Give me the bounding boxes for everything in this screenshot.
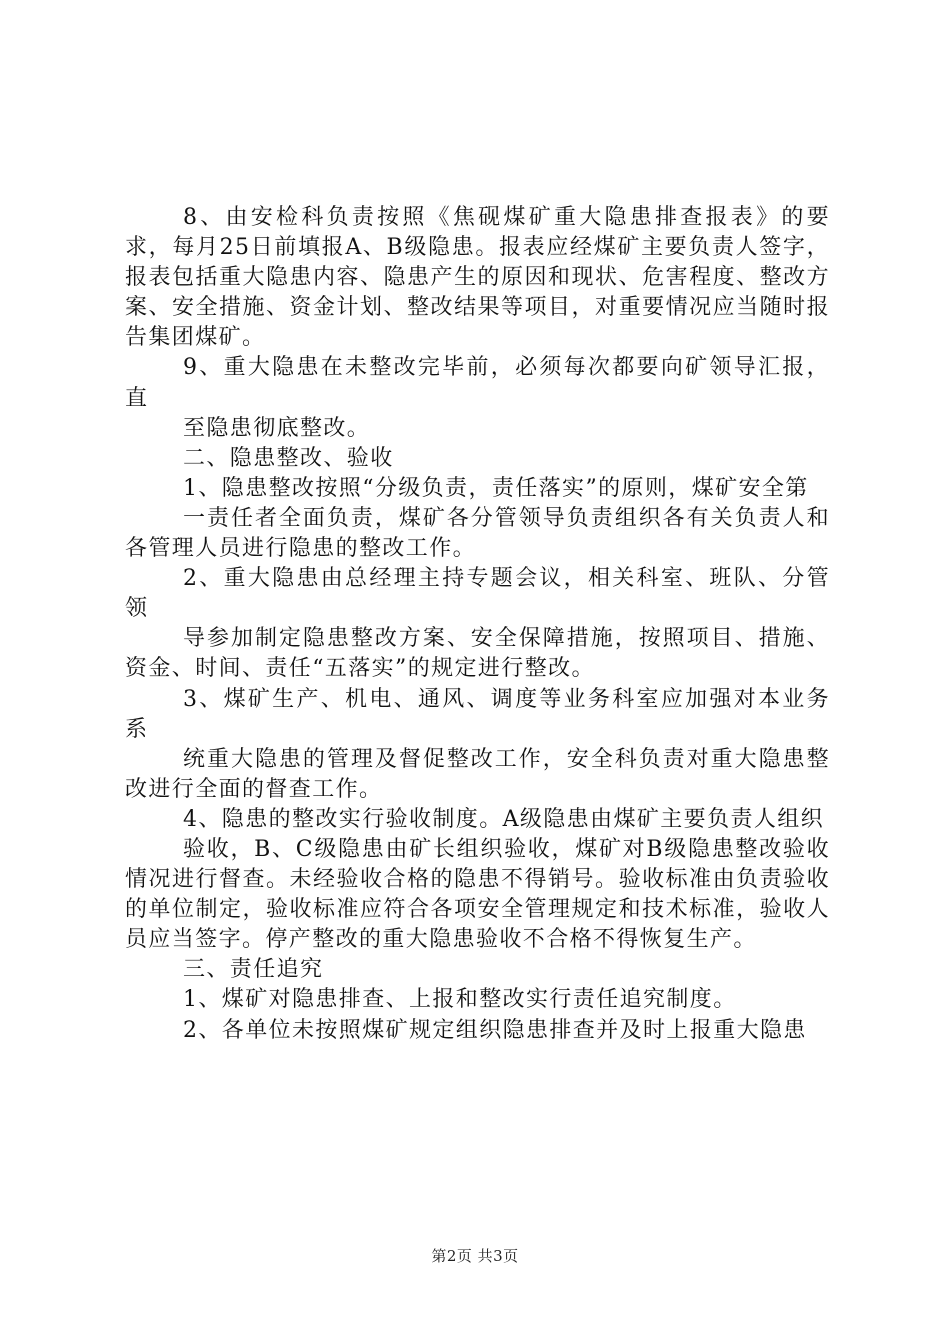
paragraph-3-2: 2、各单位未按照煤矿规定组织隐患排查并及时上报重大隐患 bbox=[183, 1017, 807, 1043]
paragraph-3-1: 1、煤矿对隐患排查、上报和整改实行责任追究制度。 bbox=[183, 987, 737, 1013]
paragraph-2-4-continued: 验收，B、C级隐患由矿长组织验收，煤矿对B级隐患整改验收情况进行督查。未经验收合格的隐患不得销号。验收标准由负责验收的单位制定，验收标准应符合各项安全管理规定和技术标准，验收人员应当签字。停产整改的重大隐患验收不合格不得恢复生产。 bbox=[125, 836, 830, 953]
paragraph-2-2-continued: 导参加制定隐患整改方案、安全保障措施，按照项目、措施、资金、时间、责任“五落实”的规定进行整改。 bbox=[125, 626, 830, 682]
document-body bbox=[125, 203, 830, 1046]
paragraph-8: 8、由安检科负责按照《焦砚煤矿重大隐患排查报表》的要求，每月25日前填报A、B级隐患。报表应经煤矿主要负责人签字，报表包括重大隐患内容、隐患产生的原因和现状、危害程度、整改方案、安全措施、资金计划、整改结果等项目，对重要情况应当随时报告集团煤矿。 bbox=[125, 205, 830, 351]
page-number-footer: 第2页 共3页 bbox=[431, 1247, 519, 1265]
paragraph-2-1: 1、隐患整改按照“分级负责，责任落实”的原则，煤矿安全第 bbox=[183, 475, 809, 501]
paragraph-9-continued: 至隐患彻底整改。 bbox=[183, 415, 371, 441]
paragraph-2-4: 4、隐患的整改实行验收制度。A级隐患由煤矿主要负责人组织 bbox=[183, 806, 825, 832]
paragraph-2-3: 3、煤矿生产、机电、通风、调度等业务科室应加强对本业务系 bbox=[125, 686, 830, 742]
paragraph-2-3-continued: 统重大隐患的管理及督促整改工作，安全科负责对重大隐患整改进行全面的督查工作。 bbox=[125, 746, 830, 802]
section-heading-2: 二、隐患整改、验收 bbox=[183, 445, 394, 471]
paragraph-2-2: 2、重大隐患由总经理主持专题会议，相关科室、班队、分管领 bbox=[125, 566, 830, 622]
paragraph-2-1-continued: 一责任者全面负责，煤矿各分管领导负责组织各有关负责人和各管理人员进行隐患的整改工作。 bbox=[125, 505, 830, 562]
section-heading-3: 三、责任追究 bbox=[183, 957, 324, 983]
paragraph-9: 9、重大隐患在未整改完毕前，必须每次都要向矿领导汇报，直 bbox=[125, 355, 830, 411]
